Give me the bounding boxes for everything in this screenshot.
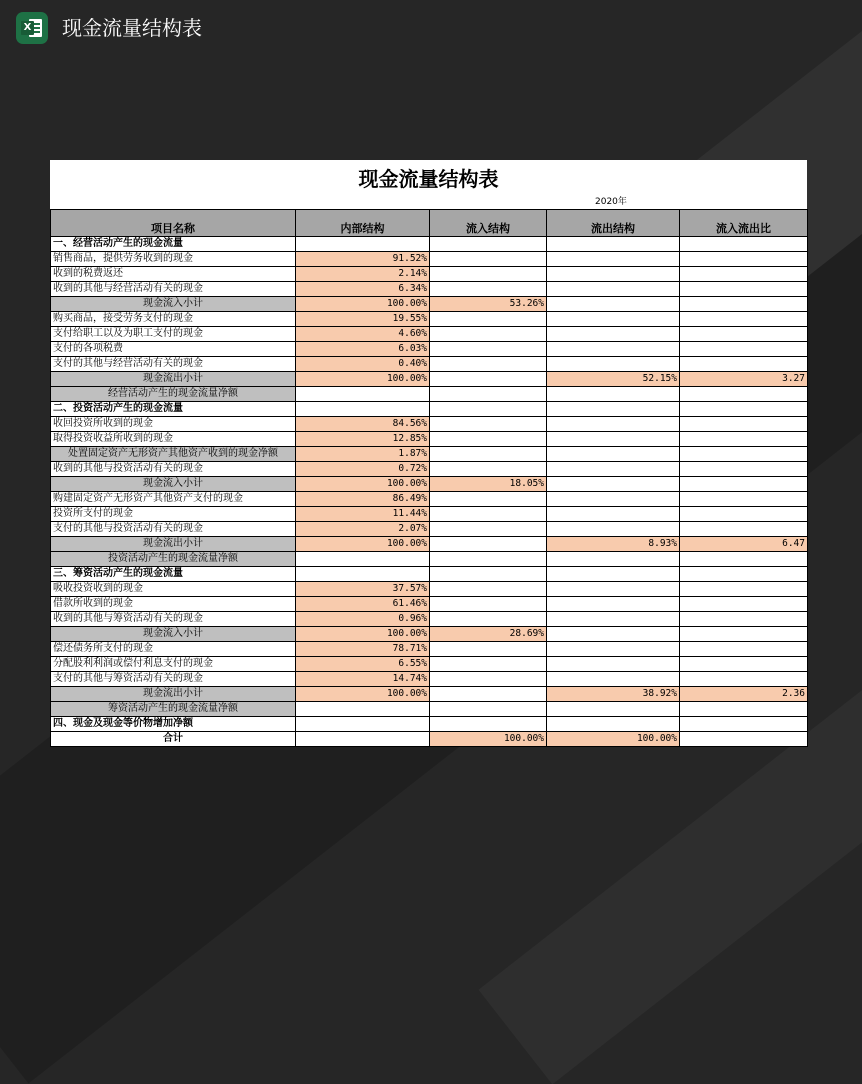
column-header[interactable]: 内部结构	[296, 210, 430, 237]
row-label-cell[interactable]: 现金流入小计	[51, 627, 296, 642]
row-label-cell[interactable]: 购买商品，接受劳务支付的现金	[51, 312, 296, 327]
value-cell[interactable]	[430, 582, 547, 597]
table-row	[51, 552, 808, 567]
value-cell[interactable]	[296, 732, 430, 747]
table-row	[51, 567, 808, 582]
value-cell[interactable]	[547, 642, 680, 657]
value-cell[interactable]	[680, 642, 808, 657]
value-cell[interactable]	[430, 687, 547, 702]
value-cell[interactable]: 2.14%	[296, 267, 430, 282]
table-header-row	[51, 210, 808, 237]
value-cell[interactable]	[430, 672, 547, 687]
value-cell[interactable]	[430, 447, 547, 462]
table-row	[51, 387, 808, 402]
value-cell[interactable]	[296, 387, 430, 402]
value-cell[interactable]	[547, 672, 680, 687]
row-label-cell[interactable]: 取得投资收益所收到的现金	[51, 432, 296, 447]
value-cell[interactable]	[430, 492, 547, 507]
value-cell[interactable]	[547, 717, 680, 732]
value-cell[interactable]	[547, 492, 680, 507]
row-label-cell[interactable]: 收到的其他与投资活动有关的现金	[51, 462, 296, 477]
value-cell[interactable]	[680, 522, 808, 537]
value-cell[interactable]: 78.71%	[296, 642, 430, 657]
column-header[interactable]: 流出结构	[547, 210, 680, 237]
value-cell[interactable]: 18.05%	[430, 477, 547, 492]
value-cell[interactable]	[430, 267, 547, 282]
value-cell[interactable]	[680, 402, 808, 417]
row-label-cell[interactable]: 投资活动产生的现金流量净额	[51, 552, 296, 567]
value-cell[interactable]: 3.27	[680, 372, 808, 387]
value-cell[interactable]: 6.34%	[296, 282, 430, 297]
value-cell[interactable]	[680, 702, 808, 717]
table-row	[51, 537, 808, 552]
row-label-cell[interactable]: 收回投资所收到的现金	[51, 417, 296, 432]
value-cell[interactable]	[296, 717, 430, 732]
table-row	[51, 717, 808, 732]
value-cell[interactable]	[430, 552, 547, 567]
row-label-cell[interactable]: 筹资活动产生的现金流量净额	[51, 702, 296, 717]
value-cell[interactable]	[430, 462, 547, 477]
value-cell[interactable]: 11.44%	[296, 507, 430, 522]
value-cell[interactable]: 6.55%	[296, 657, 430, 672]
value-cell[interactable]: 2.36	[680, 687, 808, 702]
table-row	[51, 342, 808, 357]
table-row	[51, 237, 808, 252]
table-row	[51, 672, 808, 687]
row-label-cell[interactable]: 销售商品，提供劳务收到的现金	[51, 252, 296, 267]
value-cell[interactable]	[547, 312, 680, 327]
row-label-cell[interactable]: 收到的税费返还	[51, 267, 296, 282]
table-row	[51, 732, 808, 747]
value-cell[interactable]	[430, 417, 547, 432]
table-row	[51, 687, 808, 702]
value-cell[interactable]	[680, 417, 808, 432]
table-row	[51, 372, 808, 387]
row-label-cell[interactable]: 收到的其他与经营活动有关的现金	[51, 282, 296, 297]
row-label-cell[interactable]: 三、筹资活动产生的现金流量	[51, 567, 296, 582]
value-cell[interactable]	[680, 732, 808, 747]
value-cell[interactable]: 0.40%	[296, 357, 430, 372]
row-label-cell[interactable]: 经营活动产生的现金流量净额	[51, 387, 296, 402]
value-cell[interactable]	[680, 492, 808, 507]
value-cell[interactable]	[547, 462, 680, 477]
value-cell[interactable]	[547, 357, 680, 372]
value-cell[interactable]: 19.55%	[296, 312, 430, 327]
value-cell[interactable]	[680, 282, 808, 297]
value-cell[interactable]	[430, 387, 547, 402]
value-cell[interactable]	[547, 522, 680, 537]
value-cell[interactable]	[430, 642, 547, 657]
value-cell[interactable]	[430, 432, 547, 447]
table-row	[51, 402, 808, 417]
value-cell[interactable]	[547, 342, 680, 357]
value-cell[interactable]: 86.49%	[296, 492, 430, 507]
table-row	[51, 417, 808, 432]
value-cell[interactable]: 4.60%	[296, 327, 430, 342]
value-cell[interactable]: 100.00%	[296, 687, 430, 702]
value-cell[interactable]	[547, 567, 680, 582]
value-cell[interactable]	[430, 327, 547, 342]
value-cell[interactable]	[547, 282, 680, 297]
year-row	[50, 198, 807, 209]
year-label: 2020年	[595, 197, 627, 207]
value-cell[interactable]: 100.00%	[296, 297, 430, 312]
value-cell[interactable]	[430, 372, 547, 387]
value-cell[interactable]	[680, 432, 808, 447]
row-label-cell[interactable]: 支付的其他与投资活动有关的现金	[51, 522, 296, 537]
value-cell[interactable]	[680, 462, 808, 477]
row-label-cell[interactable]: 收到的其他与筹资活动有关的现金	[51, 612, 296, 627]
value-cell[interactable]: 61.46%	[296, 597, 430, 612]
value-cell[interactable]: 53.26%	[430, 297, 547, 312]
value-cell[interactable]: 100.00%	[296, 477, 430, 492]
value-cell[interactable]: 6.03%	[296, 342, 430, 357]
row-label-cell[interactable]: 现金流出小计	[51, 687, 296, 702]
row-label-cell[interactable]: 借款所收到的现金	[51, 597, 296, 612]
row-label-cell[interactable]: 支付的其他与经营活动有关的现金	[51, 357, 296, 372]
value-cell[interactable]	[680, 447, 808, 462]
value-cell[interactable]: 8.93%	[547, 537, 680, 552]
value-cell[interactable]: 2.07%	[296, 522, 430, 537]
value-cell[interactable]	[547, 582, 680, 597]
value-cell[interactable]	[680, 717, 808, 732]
value-cell[interactable]: 100.00%	[430, 732, 547, 747]
value-cell[interactable]	[430, 252, 547, 267]
value-cell[interactable]	[680, 507, 808, 522]
value-cell[interactable]	[680, 312, 808, 327]
value-cell[interactable]: 100.00%	[296, 627, 430, 642]
row-label-cell[interactable]: 支付的各项税费	[51, 342, 296, 357]
value-cell[interactable]	[547, 267, 680, 282]
value-cell[interactable]	[547, 477, 680, 492]
table-row	[51, 357, 808, 372]
table-row	[51, 462, 808, 477]
table-row	[51, 582, 808, 597]
value-cell[interactable]	[547, 657, 680, 672]
table-row	[51, 597, 808, 612]
value-cell[interactable]	[680, 477, 808, 492]
value-cell[interactable]	[680, 597, 808, 612]
value-cell[interactable]: 0.72%	[296, 462, 430, 477]
column-header[interactable]: 流入结构	[430, 210, 547, 237]
value-cell[interactable]: 0.96%	[296, 612, 430, 627]
value-cell[interactable]	[680, 267, 808, 282]
value-cell[interactable]: 37.57%	[296, 582, 430, 597]
value-cell[interactable]	[680, 552, 808, 567]
value-cell[interactable]	[680, 327, 808, 342]
value-cell[interactable]: 100.00%	[547, 732, 680, 747]
value-cell[interactable]	[680, 297, 808, 312]
cash-flow-table	[50, 209, 808, 747]
table-row	[51, 327, 808, 342]
row-label-cell[interactable]: 一、经营活动产生的现金流量	[51, 237, 296, 252]
row-label-cell[interactable]: 处置固定资产无形资产其他资产收到的现金净额	[51, 447, 296, 462]
app-header	[0, 0, 862, 58]
row-label-cell[interactable]: 支付给职工以及为职工支付的现金	[51, 327, 296, 342]
value-cell[interactable]	[680, 357, 808, 372]
value-cell[interactable]	[547, 507, 680, 522]
value-cell[interactable]	[547, 297, 680, 312]
value-cell[interactable]: 14.74%	[296, 672, 430, 687]
table-row	[51, 702, 808, 717]
value-cell[interactable]	[430, 342, 547, 357]
value-cell[interactable]	[680, 252, 808, 267]
value-cell[interactable]	[547, 237, 680, 252]
app-title: 现金流量结构表	[62, 16, 202, 40]
value-cell[interactable]	[430, 402, 547, 417]
table-row	[51, 642, 808, 657]
value-cell[interactable]	[430, 657, 547, 672]
value-cell[interactable]	[430, 522, 547, 537]
row-label-cell[interactable]: 现金流入小计	[51, 297, 296, 312]
value-cell[interactable]	[547, 612, 680, 627]
value-cell[interactable]	[296, 552, 430, 567]
row-label-cell[interactable]: 四、现金及现金等价物增加净额	[51, 717, 296, 732]
value-cell[interactable]: 1.87%	[296, 447, 430, 462]
value-cell[interactable]	[680, 342, 808, 357]
value-cell[interactable]	[547, 252, 680, 267]
value-cell[interactable]: 100.00%	[296, 537, 430, 552]
value-cell[interactable]	[547, 432, 680, 447]
sheet-title: 现金流量结构表	[358, 167, 499, 191]
value-cell[interactable]	[430, 702, 547, 717]
value-cell[interactable]	[296, 402, 430, 417]
table-row	[51, 477, 808, 492]
value-cell[interactable]: 12.85%	[296, 432, 430, 447]
table-row	[51, 492, 808, 507]
table-row	[51, 612, 808, 627]
value-cell[interactable]	[430, 537, 547, 552]
value-cell[interactable]	[547, 552, 680, 567]
row-label-cell[interactable]: 支付的其他与筹资活动有关的现金	[51, 672, 296, 687]
value-cell[interactable]	[680, 612, 808, 627]
value-cell[interactable]: 38.92%	[547, 687, 680, 702]
value-cell[interactable]	[680, 657, 808, 672]
table-row	[51, 522, 808, 537]
value-cell[interactable]	[430, 282, 547, 297]
value-cell[interactable]	[547, 387, 680, 402]
value-cell[interactable]	[296, 702, 430, 717]
row-label-cell[interactable]: 二、投资活动产生的现金流量	[51, 402, 296, 417]
value-cell[interactable]: 28.69%	[430, 627, 547, 642]
excel-icon: X	[16, 12, 48, 44]
value-cell[interactable]	[430, 612, 547, 627]
value-cell[interactable]	[680, 237, 808, 252]
table-row	[51, 447, 808, 462]
value-cell[interactable]	[547, 627, 680, 642]
row-label-cell[interactable]: 投资所支付的现金	[51, 507, 296, 522]
value-cell[interactable]	[430, 237, 547, 252]
value-cell[interactable]: 6.47	[680, 537, 808, 552]
value-cell[interactable]	[547, 327, 680, 342]
value-cell[interactable]	[547, 447, 680, 462]
value-cell[interactable]	[680, 387, 808, 402]
spreadsheet	[50, 160, 807, 747]
value-cell[interactable]: 100.00%	[296, 372, 430, 387]
row-label-cell[interactable]: 吸收投资收到的现金	[51, 582, 296, 597]
table-row	[51, 312, 808, 327]
row-label-cell[interactable]: 合计	[51, 732, 296, 747]
table-row	[51, 267, 808, 282]
table-row	[51, 627, 808, 642]
table-row	[51, 282, 808, 297]
value-cell[interactable]	[430, 357, 547, 372]
value-cell[interactable]	[547, 597, 680, 612]
row-label-cell[interactable]: 现金流出小计	[51, 372, 296, 387]
table-row	[51, 657, 808, 672]
value-cell[interactable]	[430, 567, 547, 582]
row-label-cell[interactable]: 购建固定资产无形资产其他资产支付的现金	[51, 492, 296, 507]
value-cell[interactable]	[430, 507, 547, 522]
value-cell[interactable]	[430, 597, 547, 612]
value-cell[interactable]	[430, 312, 547, 327]
value-cell[interactable]	[296, 567, 430, 582]
value-cell[interactable]	[430, 717, 547, 732]
column-header[interactable]: 项目名称	[51, 210, 296, 237]
value-cell[interactable]: 52.15%	[547, 372, 680, 387]
value-cell[interactable]	[680, 672, 808, 687]
table-row	[51, 432, 808, 447]
value-cell[interactable]	[296, 237, 430, 252]
value-cell[interactable]: 84.56%	[296, 417, 430, 432]
value-cell[interactable]	[547, 402, 680, 417]
value-cell[interactable]	[547, 702, 680, 717]
value-cell[interactable]: 91.52%	[296, 252, 430, 267]
table-row	[51, 297, 808, 312]
value-cell[interactable]	[680, 582, 808, 597]
row-label-cell[interactable]: 现金流入小计	[51, 477, 296, 492]
row-label-cell[interactable]: 现金流出小计	[51, 537, 296, 552]
value-cell[interactable]	[680, 627, 808, 642]
column-header[interactable]: 流入流出比	[680, 210, 808, 237]
value-cell[interactable]	[547, 417, 680, 432]
table-row	[51, 252, 808, 267]
row-label-cell[interactable]: 偿还债务所支付的现金	[51, 642, 296, 657]
table-row	[51, 507, 808, 522]
value-cell[interactable]	[680, 567, 808, 582]
row-label-cell[interactable]: 分配股利利润或偿付利息支付的现金	[51, 657, 296, 672]
